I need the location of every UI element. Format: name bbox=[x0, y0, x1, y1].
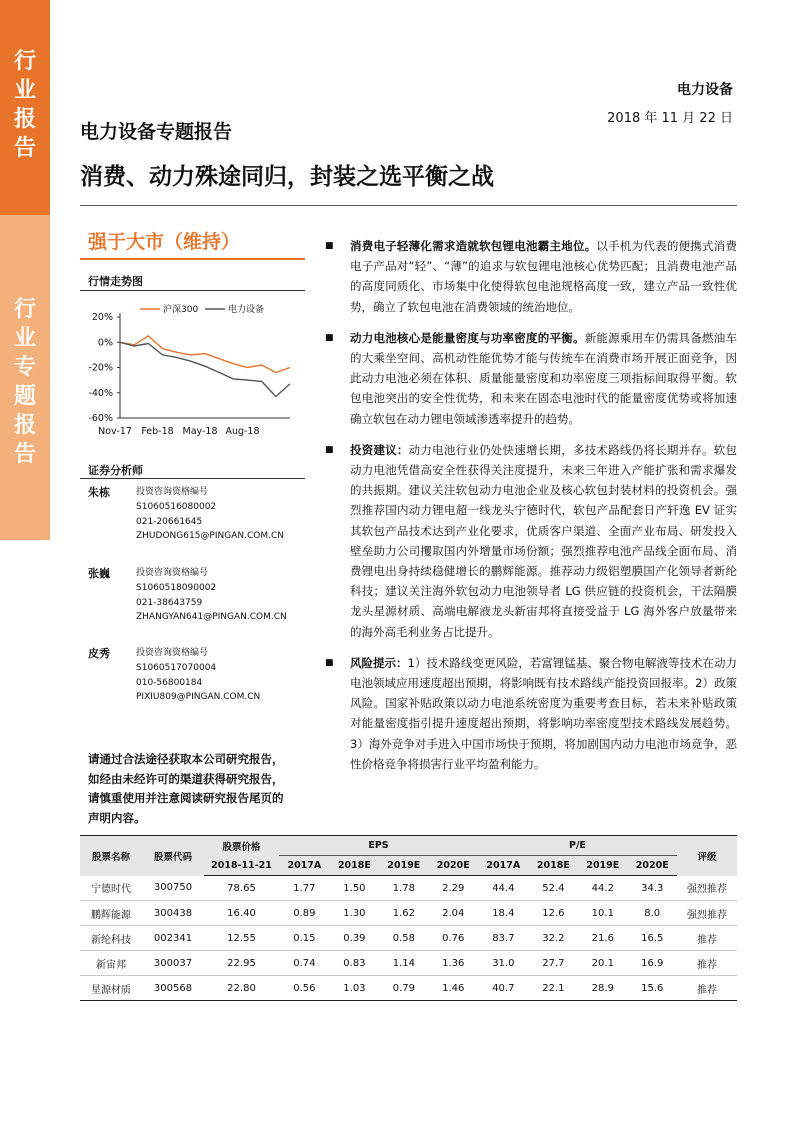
rating-badge: 强于大市（维持） bbox=[88, 231, 241, 253]
pe-value: 8.0 bbox=[628, 901, 677, 926]
table-row bbox=[80, 876, 737, 901]
stock-name: 新纶科技 bbox=[80, 926, 142, 951]
analyst-info bbox=[136, 646, 260, 705]
sidebar-bottom-label: 行 业 专 题 报 告 bbox=[13, 297, 36, 467]
rating-underline bbox=[80, 258, 305, 260]
key-points bbox=[325, 236, 737, 785]
eps-value: 0.89 bbox=[279, 901, 330, 926]
eps-value: 0.83 bbox=[330, 951, 379, 976]
eps-value: 1.62 bbox=[379, 901, 428, 926]
y-tick-label: -40% bbox=[88, 387, 113, 399]
analyst-cert-label: 投资咨询资格编号 bbox=[136, 568, 209, 578]
sector-tag: 电力设备 bbox=[677, 82, 733, 98]
eps-value: 2.04 bbox=[429, 901, 478, 926]
stock-code: 300438 bbox=[142, 901, 204, 926]
bullet-risk: ■ 风险提示：1）技术路线变更风险，若富锂锰基、聚合物电解液等技术在动力电池领域应用速度超出预期，将影响既有技术路线产能投资回报率。2）政策风险。国家补贴政策以动力电池系统密度为重要考查目标，若未来补贴政策对能量密度指引提升速度超出预期，将影响功率密度型技术路线发展趋势。3）海外竞争对手进入中国市场快于预期，将加剧国内动力电池市场竞争，恶性价格竞争将损害行业平均盈利能力。 bbox=[325, 653, 737, 774]
col-header-eps-year: 2018E bbox=[330, 856, 379, 876]
col-header-price-date: 2018-11-21 bbox=[204, 856, 279, 876]
analyst-cert-label: 投资咨询资格编号 bbox=[136, 487, 209, 497]
col-header-rating: 评级 bbox=[677, 836, 737, 876]
col-header-pe-year: 2018E bbox=[529, 856, 578, 876]
eps-value: 0.76 bbox=[429, 926, 478, 951]
stock-rating: 强烈推荐 bbox=[677, 901, 737, 926]
stock-price: 22.95 bbox=[204, 951, 279, 976]
pe-value: 34.3 bbox=[628, 876, 677, 901]
col-header-eps-year: 2019E bbox=[379, 856, 428, 876]
pe-value: 31.0 bbox=[478, 951, 529, 976]
pe-value: 32.2 bbox=[529, 926, 578, 951]
stock-code: 002341 bbox=[142, 926, 204, 951]
pe-value: 21.6 bbox=[578, 926, 627, 951]
eps-value: 1.30 bbox=[330, 901, 379, 926]
pe-value: 16.5 bbox=[628, 926, 677, 951]
stock-price: 78.65 bbox=[204, 876, 279, 901]
report-date: 2018 年 11 月 22 日 bbox=[607, 111, 733, 126]
y-tick-label: 20% bbox=[91, 312, 113, 323]
pe-value: 18.4 bbox=[478, 901, 529, 926]
y-tick-label: -20% bbox=[88, 362, 113, 374]
pe-value: 20.1 bbox=[578, 951, 627, 976]
pe-value: 44.2 bbox=[578, 876, 627, 901]
pe-value: 27.7 bbox=[529, 951, 578, 976]
eps-value: 2.29 bbox=[429, 876, 478, 901]
stock-price: 12.55 bbox=[204, 926, 279, 951]
stock-name: 星源材质 bbox=[80, 976, 142, 1001]
col-header-price: 股票价格 bbox=[204, 836, 279, 856]
analyst-cert-no: S1060517070004 bbox=[136, 662, 217, 673]
analyst-cert-label: 投资咨询资格编号 bbox=[136, 648, 209, 658]
analyst-phone: 010-56800184 bbox=[136, 677, 203, 688]
stock-name: 宁德时代 bbox=[80, 876, 142, 901]
stock-name: 新宙邦 bbox=[80, 951, 142, 976]
table-row bbox=[80, 901, 737, 926]
eps-value: 1.77 bbox=[279, 876, 330, 901]
eps-value: 0.39 bbox=[330, 926, 379, 951]
analyst-name: 朱栋 bbox=[88, 486, 110, 499]
pe-value: 44.4 bbox=[478, 876, 529, 901]
stock-rating: 推荐 bbox=[677, 976, 737, 1001]
pe-value: 16.9 bbox=[628, 951, 677, 976]
eps-value: 1.46 bbox=[429, 976, 478, 1001]
eps-value: 1.03 bbox=[330, 976, 379, 1001]
analyst-info bbox=[136, 566, 287, 625]
analyst-name: 张巍 bbox=[88, 567, 110, 580]
pe-value: 10.1 bbox=[578, 901, 627, 926]
analyst-info bbox=[136, 485, 284, 544]
analyst-cert-no: S1060516080002 bbox=[136, 501, 217, 512]
col-header-eps-year: 2017A bbox=[279, 856, 330, 876]
stock-price: 22.80 bbox=[204, 976, 279, 1001]
bullet-investment: ■ 投资建议：动力电池行业仍处快速增长期，多技术路线仍将长期并存。软包动力电池凭借高安全性获得关注度提升，未来三年进入产能扩张和需求爆发的共振期。建议关注软包动力电池企业及核心软包封装材料的投资机会。强烈推荐国内动力锂电超一线龙头宁德时代，软包产品配套日产轩逸 EV 证实其软包产品技术达到产业化要求，优质客户渠道、全面产业布局、研发投入壁垒助力公司攫取国内外增量市场份额；强烈推荐电池产品线全面布局、消费锂电出身持续稳健增长的鹏辉能源。推荐动力级铝塑膜国产化领导者新纶科技；建议关注海外软包动力电池领导者 LG 供应链的投资机会，干法隔膜龙头星源材质、高端电解液龙头新宙邦将直接受益于 LG 海外客户放量带来的海外高毛利业务占比提升。 bbox=[325, 440, 737, 642]
bullet-power-battery: ■ 动力电池核心是能量密度与功率密度的平衡。新能源乘用车仍需具备燃油车的大乘坐空间、高机动性能优势才能与传统车在消费市场开展正面竞争，因此动力电池必须在体积、质量能量密度和功率密度三项指标间取得平衡。软包电池突出的安全性优势，和未来在固态电池时代的能量密度优势或将加速确立软包在动力锂电领域渗透率提升的趋势。 bbox=[325, 328, 737, 429]
analyst-email[interactable]: PIXIU809@PINGAN.COM.CN bbox=[136, 692, 261, 703]
header-divider bbox=[80, 205, 737, 206]
stock-name: 鹏辉能源 bbox=[80, 901, 142, 926]
table-row bbox=[80, 976, 737, 1001]
stock-table bbox=[80, 835, 737, 1001]
analyst-name: 皮秀 bbox=[88, 647, 110, 660]
col-header-code: 股票代码 bbox=[142, 836, 204, 876]
col-header-eps-year: 2020E bbox=[429, 856, 478, 876]
x-tick-label: May-18 bbox=[182, 426, 218, 437]
stock-code: 300750 bbox=[142, 876, 204, 901]
col-header-pe-year: 2020E bbox=[628, 856, 677, 876]
series-line bbox=[120, 336, 290, 373]
stock-code: 300568 bbox=[142, 976, 204, 1001]
eps-value: 1.36 bbox=[429, 951, 478, 976]
pe-value: 52.4 bbox=[529, 876, 578, 901]
eps-value: 1.14 bbox=[379, 951, 428, 976]
market-trend-divider bbox=[80, 290, 305, 291]
eps-value: 0.56 bbox=[279, 976, 330, 1001]
analyst-phone: 021-20661645 bbox=[136, 516, 203, 527]
stock-rating: 强烈推荐 bbox=[677, 876, 737, 901]
legend-label: 沪深300 bbox=[163, 305, 199, 315]
stock-code: 300037 bbox=[142, 951, 204, 976]
analysts-label: 证券分析师 bbox=[88, 464, 143, 477]
x-tick-label: Aug-18 bbox=[225, 426, 260, 437]
eps-value: 1.78 bbox=[379, 876, 428, 901]
col-header-pe-year: 2019E bbox=[578, 856, 627, 876]
eps-value: 0.15 bbox=[279, 926, 330, 951]
y-tick-label: -60% bbox=[88, 413, 113, 424]
table-row bbox=[80, 951, 737, 976]
col-header-pe: P/E bbox=[478, 836, 677, 856]
col-header-pe-year: 2017A bbox=[478, 856, 529, 876]
x-tick-label: Nov-17 bbox=[98, 426, 132, 437]
pe-value: 12.6 bbox=[529, 901, 578, 926]
stock-rating: 推荐 bbox=[677, 926, 737, 951]
col-header-eps: EPS bbox=[279, 836, 478, 856]
report-type: 电力设备专题报告 bbox=[80, 121, 233, 143]
pe-value: 15.6 bbox=[628, 976, 677, 1001]
eps-value: 0.58 bbox=[379, 926, 428, 951]
y-tick-label: 0% bbox=[97, 337, 113, 349]
x-tick-label: Feb-18 bbox=[141, 426, 174, 437]
disclaimer: 请通过合法途径获取本公司研究报告，如经由未经许可的渠道获得研究报告，请慎重使用并注意阅读研究报告尾页的声明内容。 bbox=[88, 752, 284, 825]
series-line bbox=[120, 342, 290, 396]
legend-label: 电力设备 bbox=[228, 305, 265, 315]
eps-value: 0.74 bbox=[279, 951, 330, 976]
market-trend-label: 行情走势图 bbox=[88, 275, 143, 288]
page-title: 消费、动力殊途同归，封装之选平衡之战 bbox=[80, 164, 494, 190]
stock-rating: 推荐 bbox=[677, 951, 737, 976]
eps-value: 0.79 bbox=[379, 976, 428, 1001]
analyst-phone: 021-38643759 bbox=[136, 597, 203, 608]
bullet-consumer: ■ 消费电子轻薄化需求造就软包锂电池霸主地位。以手机为代表的便携式消费电子产品对“轻”、“薄”的追求与软包锂电池核心优势匹配；且消费电池产品的高度同质化、市场集中化使得软包电池规格高度一致，建立产品一致性优势，确立了软包电池在消费领域的统治地位。 bbox=[325, 236, 737, 317]
sidebar-top-label: 行 业 报 告 bbox=[13, 49, 36, 161]
table-row bbox=[80, 926, 737, 951]
analyst-email[interactable]: ZHUDONG615@PINGAN.COM.CN bbox=[136, 531, 284, 542]
pe-value: 83.7 bbox=[478, 926, 529, 951]
pe-value: 28.9 bbox=[578, 976, 627, 1001]
market-trend-chart bbox=[80, 295, 305, 445]
eps-value: 1.50 bbox=[330, 876, 379, 901]
analysts-divider bbox=[80, 478, 305, 479]
analyst-email[interactable]: ZHANGYAN641@PINGAN.COM.CN bbox=[136, 612, 287, 623]
pe-value: 40.7 bbox=[478, 976, 529, 1001]
analyst-cert-no: S1060518090002 bbox=[136, 582, 217, 593]
stock-price: 16.40 bbox=[204, 901, 279, 926]
col-header-name: 股票名称 bbox=[80, 836, 142, 876]
pe-value: 22.1 bbox=[529, 976, 578, 1001]
